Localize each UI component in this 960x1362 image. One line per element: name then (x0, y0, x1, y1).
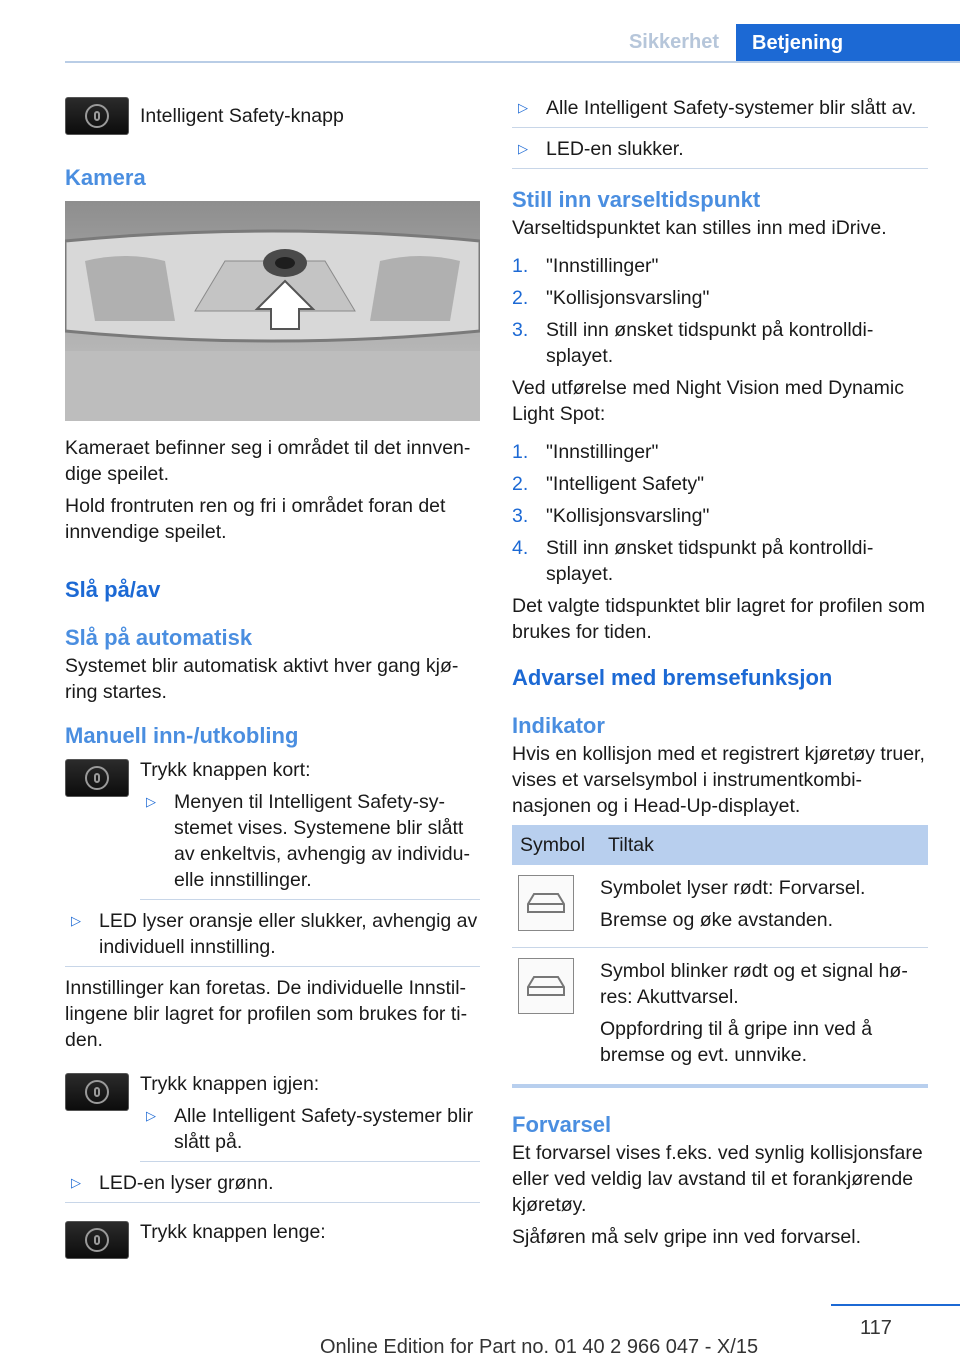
led-list (65, 908, 480, 967)
right-column (512, 95, 928, 1256)
list-item: ▷ LED-en slukker. (512, 136, 928, 169)
list-item: 3. "Kollisjonsvarsling" (512, 505, 710, 527)
auto-text: Systemet blir automatisk aktivt hver gang kjøring startes. (65, 655, 459, 703)
press-long-list (512, 95, 928, 169)
kamera-text-2: Hold frontruten ren og fri i området foran det innvendige speilet. (65, 495, 446, 543)
list-item: 1. "Innstillinger" (512, 441, 659, 463)
heading-manuell: Manuell inn-/utkobling (65, 723, 299, 748)
heading-advarsel: Advarsel med bremsefunksjon (512, 665, 833, 690)
header-divider (65, 61, 960, 63)
press-again-list (140, 1103, 480, 1162)
triangle-bullet-icon: ▷ (71, 913, 81, 928)
press-short-row (65, 757, 480, 908)
camera-image (65, 201, 480, 421)
forvarsel-text-2: Sjåføren må selv gripe inn ved forvarsel. (512, 1226, 861, 1248)
heading-sla-pa-automatisk: Slå på automatisk (65, 625, 253, 650)
intelligent-safety-button-icon (65, 97, 129, 135)
button-caption: Intelligent Safety-knapp (140, 105, 344, 127)
row1-text-2: Bremse og øke avstanden. (600, 909, 834, 931)
forvarsel-text-1: Et forvarsel vises f.eks. ved synlig kollisjonsfare eller ved veldig lav avstand til et forankjørende kjøretøy. (512, 1142, 923, 1216)
triangle-bullet-icon: ▷ (518, 141, 528, 156)
list-item: 1. "Innstillinger" (512, 255, 659, 277)
list-item: 2. "Kollisjonsvarsling" (512, 287, 710, 309)
tab-betjening[interactable]: Betjening (736, 24, 960, 63)
edition-text: Online Edition for Part no. 01 40 2 966 047 - X/15 (320, 1336, 759, 1358)
camera-illustration (65, 201, 480, 421)
page-header (0, 0, 960, 64)
kamera-text-1: Kameraet befinner seg i området til det innvendige speilet. (65, 437, 471, 485)
press-again-row (65, 1071, 480, 1170)
page-number: 117 (860, 1317, 892, 1339)
list-item: 4. Still inn ønsket tidspunkt på kontrolldisplayet. (512, 537, 874, 585)
heading-forvarsel: Forvarsel (512, 1112, 612, 1137)
list-item: 3. Still inn ønsket tidspunkt på kontrolldisplayet. (512, 319, 874, 367)
heading-kamera: Kamera (65, 165, 146, 190)
list-item: ▷ Alle Intelligent Safety-systemer blir slått på. (140, 1103, 480, 1162)
steps-list-1 (512, 253, 928, 369)
press-short-text: Trykk knappen kort: (140, 759, 311, 781)
button-caption-row (65, 95, 480, 135)
list-item: 2. "Intelligent Safety" (512, 473, 705, 495)
table-bottom-rule (512, 1084, 928, 1088)
list-item: ▷ Menyen til Intelligent Safety-systemet vises. Systemene blir slått av enkeltvis, avhengig av individuelle innstillinger. (140, 789, 480, 900)
heading-still-inn: Still inn varseltidspunkt (512, 187, 761, 212)
press-short-list (140, 789, 480, 900)
table-header-row (512, 825, 928, 865)
col-symbol: Symbol (512, 825, 600, 865)
press-long-row (65, 1219, 480, 1259)
list-item: ▷ Alle Intelligent Safety-systemer blir slått av. (512, 95, 928, 128)
car-warning-icon (518, 958, 574, 1014)
press-long-text: Trykk knappen lenge: (140, 1221, 326, 1243)
settings-text: Innstillinger kan foretas. De individuelle Innstillingene blir lagret for profilen som brukes for tiden. (65, 977, 468, 1051)
heading-indikator: Indikator (512, 713, 605, 738)
steps-list-2 (512, 439, 928, 587)
led-green-list (65, 1170, 480, 1203)
heading-sla-pa-av: Slå på/av (65, 577, 161, 602)
triangle-bullet-icon: ▷ (518, 100, 528, 115)
list-item: ▷ LED-en lyser grønn. (65, 1170, 480, 1203)
row2-text-2: Oppfordring til å gripe inn ved å bremse og evt. unnvike. (600, 1018, 873, 1066)
indikator-text: Hvis en kollisjon med et registrert kjøretøy truer, vises et varselsymbol i instrumentkombinasjonen og i Head-Up-displayet. (512, 743, 925, 817)
triangle-bullet-icon: ▷ (146, 794, 156, 809)
row2-text-1: Symbol blinker rødt og et signal høres: Akuttvarsel. (600, 960, 908, 1008)
intelligent-safety-button-icon (65, 759, 129, 797)
footer-divider (831, 1304, 960, 1306)
car-warning-icon (518, 875, 574, 931)
press-again-text: Trykk knappen igjen: (140, 1073, 320, 1095)
list-item: ▷ LED lyser oransje eller slukker, avhengig av individuell innstilling. (65, 908, 480, 967)
left-column (65, 95, 480, 1259)
col-tiltak: Tiltak (600, 825, 928, 865)
triangle-bullet-icon: ▷ (146, 1108, 156, 1123)
intelligent-safety-button-icon (65, 1221, 129, 1259)
night-vision-text: Ved utførelse med Night Vision med Dynamic Light Spot: (512, 377, 904, 425)
table-row (512, 948, 928, 1083)
intelligent-safety-button-icon (65, 1073, 129, 1111)
triangle-bullet-icon: ▷ (71, 1175, 81, 1190)
table-row (512, 865, 928, 948)
still-text: Varseltidspunktet kan stilles inn med iDrive. (512, 217, 887, 239)
tab-sikkerhet[interactable]: Sikkerhet (628, 31, 720, 53)
saved-text: Det valgte tidspunktet blir lagret for profilen som brukes for tiden. (512, 595, 925, 643)
symbol-table (512, 825, 928, 1082)
row1-text-1: Symbolet lyser rødt: Forvarsel. (600, 877, 866, 899)
